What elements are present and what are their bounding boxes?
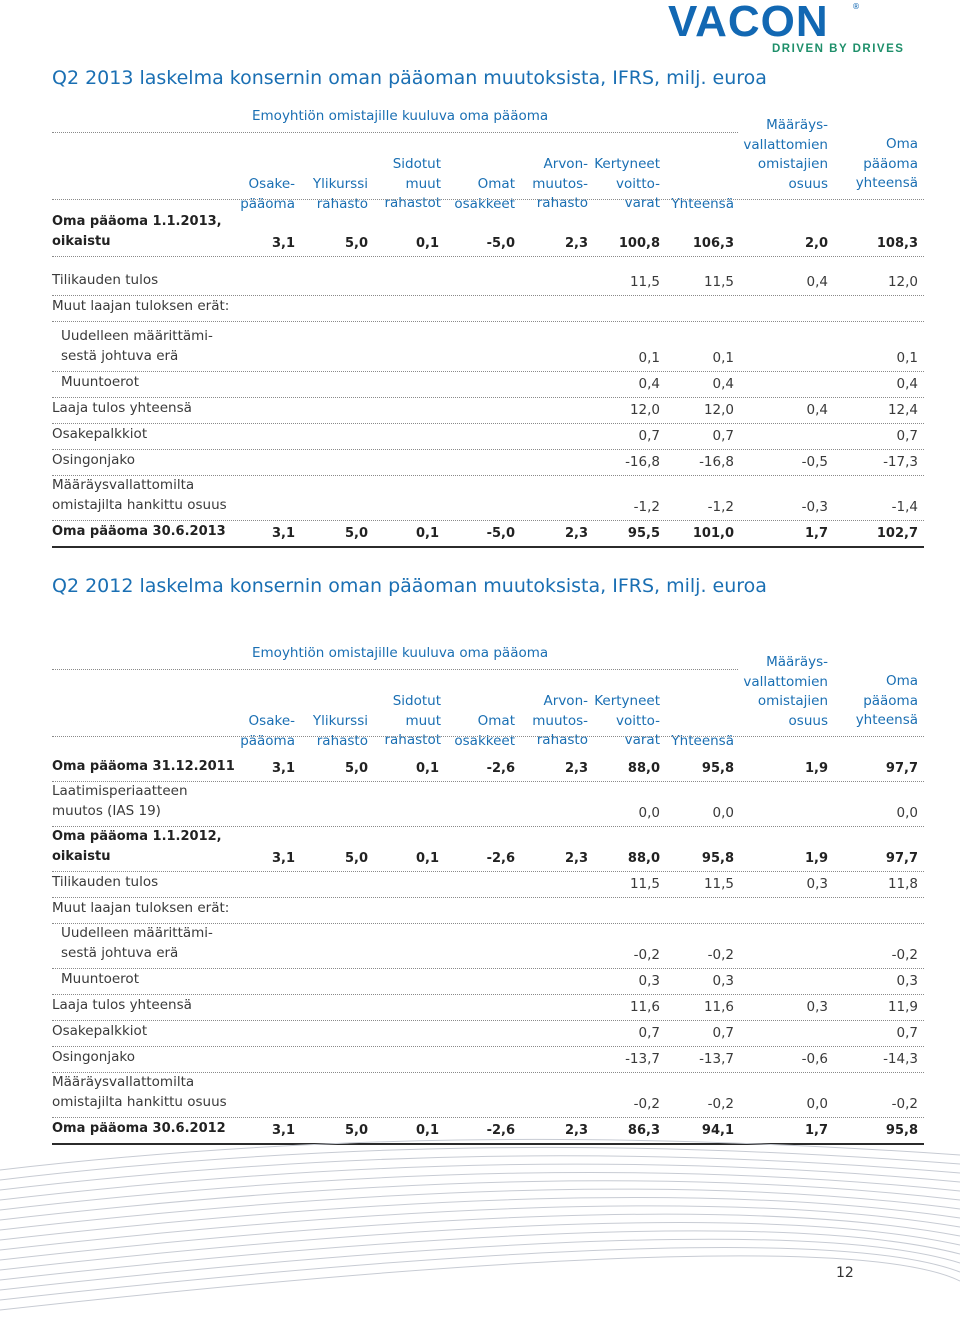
column-header: Arvon- muutos- rahasto — [532, 693, 588, 748]
cell-value: 97,7 — [885, 761, 918, 776]
cell-value: 5,0 — [344, 526, 368, 541]
row-label: Oma pääoma 31.12.2011 — [52, 758, 235, 774]
group-header-divider — [52, 132, 738, 133]
cell-value: 3,1 — [271, 526, 295, 541]
table-row — [52, 296, 924, 322]
cell-value: -2,6 — [486, 851, 515, 866]
cell-value: 2,3 — [564, 526, 588, 541]
cell-value: -17,3 — [883, 454, 918, 470]
cell-value: 11,8 — [887, 876, 918, 892]
cell-value: 94,1 — [701, 1123, 734, 1138]
cell-value: 12,0 — [887, 274, 918, 290]
cell-value: 0,0 — [712, 805, 734, 821]
cell-value: -0,6 — [801, 1051, 828, 1067]
cell-value: 1,9 — [804, 851, 828, 866]
cell-value: 11,5 — [703, 274, 734, 290]
table-row — [52, 322, 924, 372]
table-row — [52, 827, 924, 872]
row-label: Osakepalkkiot — [52, 425, 148, 442]
cell-value: 95,5 — [627, 526, 660, 541]
header-divider — [52, 199, 924, 200]
cell-value: -0,2 — [891, 1096, 918, 1112]
cell-value: 0,3 — [806, 876, 828, 892]
column-header: Omat osakkeet — [454, 713, 515, 749]
section-title-2013: Q2 2013 laskelma konsernin oman pääoman muutoksista, IFRS, milj. euroa — [52, 67, 767, 89]
row-label: Laaja tulos yhteensä — [52, 996, 192, 1013]
section-title-2012: Q2 2012 laskelma konsernin oman pääoman muutoksista, IFRS, milj. euroa — [52, 575, 767, 597]
cell-value: -5,0 — [486, 236, 515, 251]
cell-value: -5,0 — [486, 526, 515, 541]
cell-value: 0,1 — [415, 1123, 439, 1138]
cell-value: -1,2 — [633, 499, 660, 515]
table-row — [52, 424, 924, 450]
cell-value: 0,1 — [415, 761, 439, 776]
row-label: Tilikauden tulos — [52, 271, 159, 288]
cell-value: 0,3 — [638, 973, 660, 989]
cell-value: 0,1 — [896, 350, 918, 366]
cell-value: 101,0 — [692, 526, 734, 541]
row-label: Määräysvallattomilta omistajilta hankittu osuus — [52, 1074, 227, 1110]
cell-value: -16,8 — [625, 454, 660, 470]
table-row — [52, 398, 924, 424]
table-row — [52, 924, 924, 969]
cell-value: 0,7 — [638, 428, 660, 444]
cell-value: 1,7 — [804, 526, 828, 541]
group-header: Emoyhtiön omistajille kuuluva oma pääoma — [252, 108, 549, 124]
row-label: Oma pääoma 30.6.2013 — [52, 523, 226, 539]
cell-value: 3,1 — [271, 1123, 295, 1138]
row-label: Osingonjako — [52, 1048, 135, 1065]
column-header: Määräys- vallattomien omistajien osuus — [743, 117, 828, 192]
table-row — [52, 214, 924, 257]
cell-value: 108,3 — [876, 236, 918, 251]
cell-value: 0,4 — [806, 402, 828, 418]
cell-value: 88,0 — [627, 851, 660, 866]
cell-value: 1,7 — [804, 1123, 828, 1138]
table-row — [52, 450, 924, 476]
cell-value: 3,1 — [271, 761, 295, 776]
cell-value: -0,2 — [633, 947, 660, 963]
column-header: Ylikurssi rahasto — [312, 176, 368, 212]
cell-value: -0,2 — [891, 947, 918, 963]
column-header: Osake- pääoma — [240, 713, 295, 749]
column-header: Oma pääoma yhteensä — [855, 136, 918, 191]
cell-value: 0,7 — [896, 428, 918, 444]
row-label: Laaja tulos yhteensä — [52, 399, 192, 416]
cell-value: 0,3 — [896, 973, 918, 989]
column-header: Omat osakkeet — [454, 176, 515, 212]
column-header: Määräys- vallattomien omistajien osuus — [743, 654, 828, 729]
column-header: Kertyneet voitto- varat — [594, 693, 660, 748]
table-row — [52, 969, 924, 995]
cell-value: 0,0 — [896, 805, 918, 821]
cell-value: 5,0 — [344, 236, 368, 251]
cell-value: 2,0 — [804, 236, 828, 251]
cell-value: 0,4 — [712, 376, 734, 392]
cell-value: 11,6 — [629, 999, 660, 1015]
vacon-logo — [668, 2, 908, 58]
row-label: Tilikauden tulos — [52, 873, 159, 890]
column-header: Sidotut muut rahastot — [384, 156, 441, 211]
row-label: Osakepalkkiot — [52, 1022, 148, 1039]
cell-value: 3,1 — [271, 236, 295, 251]
row-label: Muuntoerot — [61, 373, 139, 390]
column-header: Yhteensä — [671, 196, 734, 212]
cell-value: -13,7 — [699, 1051, 734, 1067]
row-label: Määräysvallattomilta omistajilta hankittu osuus — [52, 477, 227, 513]
table-row — [52, 898, 924, 924]
cell-value: -0,5 — [801, 454, 828, 470]
cell-value: 0,1 — [415, 526, 439, 541]
logo-tagline: DRIVEN BY DRIVES — [772, 43, 905, 55]
equity-table-2012 — [52, 645, 924, 1145]
row-label: Uudelleen määrittämi- sestä johtuva erä — [61, 925, 213, 961]
header-divider — [52, 736, 924, 737]
table-row — [52, 257, 924, 296]
cell-value: 2,3 — [564, 851, 588, 866]
table-row — [52, 782, 924, 827]
table-row — [52, 872, 924, 898]
cell-value: 0,1 — [415, 236, 439, 251]
column-header: Arvon- muutos- rahasto — [532, 156, 588, 211]
cell-value: 0,4 — [638, 376, 660, 392]
cell-value: 95,8 — [701, 761, 734, 776]
group-header-divider — [52, 669, 738, 670]
cell-value: 11,5 — [629, 274, 660, 290]
cell-value: 86,3 — [627, 1123, 660, 1138]
cell-value: 0,1 — [638, 350, 660, 366]
cell-value: 1,9 — [804, 761, 828, 776]
cell-value: -14,3 — [883, 1051, 918, 1067]
cell-value: 2,3 — [564, 236, 588, 251]
cell-value: 106,3 — [692, 236, 734, 251]
column-header: Kertyneet voitto- varat — [594, 156, 660, 211]
cell-value: 0,4 — [806, 274, 828, 290]
equity-table-2013 — [52, 108, 924, 548]
cell-value: 12,0 — [703, 402, 734, 418]
cell-value: -16,8 — [699, 454, 734, 470]
cell-value: 0,0 — [806, 1096, 828, 1112]
logo-wordmark: VACON — [668, 0, 829, 46]
column-header: Oma pääoma yhteensä — [855, 673, 918, 728]
cell-value: 5,0 — [344, 761, 368, 776]
cell-value: 0,1 — [712, 350, 734, 366]
cell-value: 97,7 — [885, 851, 918, 866]
cell-value: 0,7 — [638, 1025, 660, 1041]
cell-value: 0,0 — [638, 805, 660, 821]
table-row — [52, 1021, 924, 1047]
row-label: Uudelleen määrittämi- sestä johtuva erä — [61, 328, 213, 364]
cell-value: 11,5 — [629, 876, 660, 892]
cell-value: 2,3 — [564, 761, 588, 776]
cell-value: -2,6 — [486, 1123, 515, 1138]
table-header — [52, 108, 924, 218]
row-label: Oma pääoma 30.6.2012 — [52, 1120, 226, 1136]
column-header: Yhteensä — [671, 733, 734, 749]
cell-value: 0,7 — [712, 1025, 734, 1041]
column-header: Ylikurssi rahasto — [312, 713, 368, 749]
cell-value: 12,4 — [887, 402, 918, 418]
cell-value: 100,8 — [618, 236, 660, 251]
cell-value: -13,7 — [625, 1051, 660, 1067]
row-label: Muut laajan tuloksen erät: — [52, 297, 230, 314]
table-row — [52, 995, 924, 1021]
background-swoosh-graphic — [0, 1130, 960, 1321]
cell-value: -2,6 — [486, 761, 515, 776]
cell-value: 5,0 — [344, 851, 368, 866]
registered-mark-icon: ® — [852, 2, 860, 11]
table-row — [52, 755, 924, 782]
cell-value: -1,4 — [891, 499, 918, 515]
table-header — [52, 645, 924, 755]
cell-value: 0,7 — [712, 428, 734, 444]
cell-value: 2,3 — [564, 1123, 588, 1138]
row-label: Laatimisperiaatteen muutos (IAS 19) — [52, 783, 188, 819]
cell-value: 0,3 — [712, 973, 734, 989]
page-number: 12 — [836, 1265, 854, 1281]
row-label: Osingonjako — [52, 451, 135, 468]
table-row — [52, 372, 924, 398]
cell-value: -0,3 — [801, 499, 828, 515]
row-label: Muut laajan tuloksen erät: — [52, 899, 230, 916]
cell-value: 95,8 — [701, 851, 734, 866]
table-row — [52, 476, 924, 521]
cell-value: 95,8 — [885, 1123, 918, 1138]
table-row — [52, 1073, 924, 1118]
cell-value: -0,2 — [707, 1096, 734, 1112]
cell-value: 88,0 — [627, 761, 660, 776]
cell-value: 12,0 — [629, 402, 660, 418]
table-row — [52, 1047, 924, 1073]
row-label: Oma pääoma 1.1.2012, oikaistu — [52, 829, 222, 864]
row-label: Oma pääoma 1.1.2013, oikaistu — [52, 214, 222, 249]
cell-value: 11,5 — [703, 876, 734, 892]
cell-value: 11,6 — [703, 999, 734, 1015]
column-header: Sidotut muut rahastot — [384, 693, 441, 748]
column-header: Osake- pääoma — [240, 176, 295, 212]
cell-value: 0,7 — [896, 1025, 918, 1041]
cell-value: -1,2 — [707, 499, 734, 515]
cell-value: -0,2 — [707, 947, 734, 963]
cell-value: 0,3 — [806, 999, 828, 1015]
cell-value: 11,9 — [887, 999, 918, 1015]
cell-value: 0,1 — [415, 851, 439, 866]
cell-value: 0,4 — [896, 376, 918, 392]
table-row — [52, 521, 924, 548]
group-header: Emoyhtiön omistajille kuuluva oma pääoma — [252, 645, 549, 661]
cell-value: 5,0 — [344, 1123, 368, 1138]
cell-value: 102,7 — [876, 526, 918, 541]
row-label: Muuntoerot — [61, 970, 139, 987]
cell-value: 3,1 — [271, 851, 295, 866]
cell-value: -0,2 — [633, 1096, 660, 1112]
